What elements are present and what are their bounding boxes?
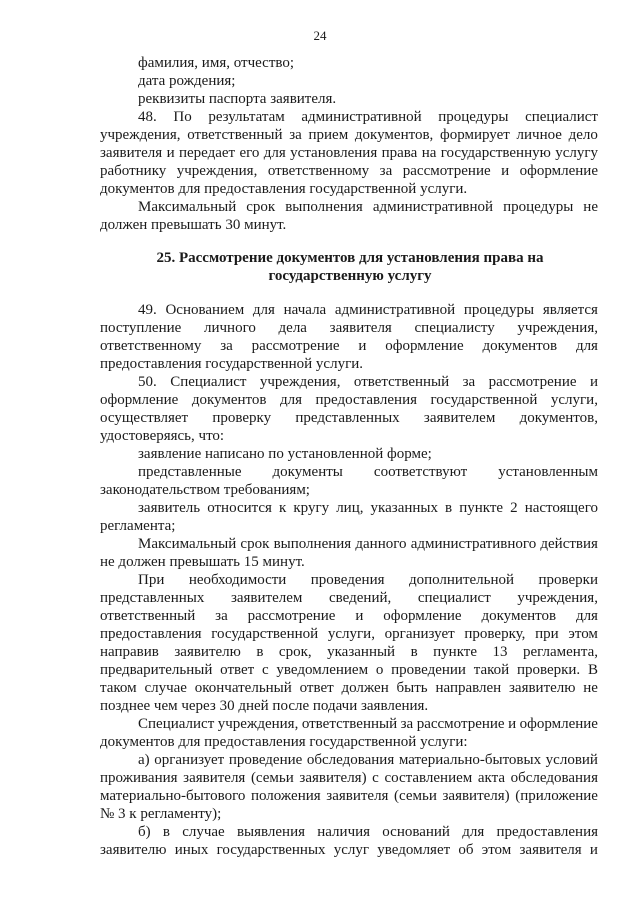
text-line: № 3 к регламенту); bbox=[100, 806, 222, 822]
text-line: заявителя и передает его для установления права на государственную услугу bbox=[100, 145, 598, 161]
text-line: учреждения, ответственный за прием документов, формирует личное дело bbox=[100, 127, 598, 143]
text-line: предварительный ответ с уведомлением о проведении такой проверки. В bbox=[100, 662, 598, 678]
text-line: документов для предоставления государственной услуги: bbox=[100, 734, 468, 750]
text-line: заявитель относится к кругу лиц, указанных в пункте 2 настоящего bbox=[138, 500, 598, 516]
text-line: материально-бытового положения заявителя (семьи заявителя) (приложение bbox=[100, 788, 598, 804]
section-heading-line-2: государственную услугу bbox=[268, 268, 432, 284]
text-line: законодательством требованиям; bbox=[100, 482, 310, 498]
text-line: 50. Специалист учреждения, ответственный за рассмотрение и bbox=[138, 374, 598, 390]
text-line: регламента; bbox=[100, 518, 176, 534]
text-line: должен превышать 30 минут. bbox=[100, 217, 287, 233]
page-number: 24 bbox=[313, 28, 327, 43]
text-line: заявление написано по установленной форме; bbox=[138, 446, 432, 462]
text-line: поступление личного дела заявителя специалисту учреждения, bbox=[100, 320, 598, 336]
text-line: 48. По результатам административной процедуры специалист bbox=[138, 109, 598, 125]
text-line: таком случае окончательный ответ должен быть направлен заявителю не bbox=[100, 680, 598, 696]
text-line: предоставления государственной услуги. bbox=[100, 356, 364, 372]
text-line: а) организует проведение обследования материально-бытовых условий bbox=[138, 752, 598, 768]
text-line: осуществляет проверку представленных заявителем документов, bbox=[100, 410, 598, 426]
text-line: При необходимости проведения дополнительной проверки bbox=[138, 572, 598, 588]
text-line: дата рождения; bbox=[138, 73, 236, 89]
text-line: Специалист учреждения, ответственный за рассмотрение и оформление bbox=[138, 716, 598, 732]
text-line: оформление документов для предоставления государственной услуги, bbox=[100, 392, 598, 408]
text-line: удостоверяясь, что: bbox=[100, 428, 225, 444]
text-line: представленные документы соответствуют установленным bbox=[138, 464, 598, 480]
text-line: проживания заявителя (семьи заявителя) с составлением акта обследования bbox=[100, 770, 598, 786]
text-line: работнику учреждения, ответственному за рассмотрение и оформление bbox=[100, 163, 598, 179]
text-line: ответственному за рассмотрение и оформление документов для bbox=[100, 338, 598, 354]
section-heading-line-1: 25. Рассмотрение документов для установления права на bbox=[156, 250, 544, 266]
text-line: не должен превышать 15 минут. bbox=[100, 554, 305, 570]
text-line: документов для предоставления государственной услуги. bbox=[100, 181, 468, 197]
text-line: представленных заявителем сведений, специалист учреждения, bbox=[100, 590, 598, 606]
text-line: Максимальный срок выполнения данного административного действия bbox=[138, 536, 598, 552]
text-line: позднее чем через 30 дней после подачи заявления. bbox=[100, 698, 429, 714]
text-line: заявителю иных государственных услуг уведомляет об этом заявителя и bbox=[100, 842, 598, 858]
text-line: фамилия, имя, отчество; bbox=[138, 55, 295, 71]
text-line: направив заявителю в срок, указанный в пункте 13 регламента, bbox=[100, 644, 598, 660]
text-line: предоставления государственной услуги, организует проверку, при этом bbox=[100, 626, 598, 642]
text-line: ответственный за рассмотрение и оформление документов для bbox=[100, 608, 598, 624]
text-line: реквизиты паспорта заявителя. bbox=[138, 91, 337, 107]
text-line: б) в случае выявления наличия оснований для предоставления bbox=[138, 824, 598, 840]
text-line: 49. Основанием для начала административной процедуры является bbox=[138, 302, 598, 318]
text-line: Максимальный срок выполнения административной процедуры не bbox=[138, 199, 598, 215]
